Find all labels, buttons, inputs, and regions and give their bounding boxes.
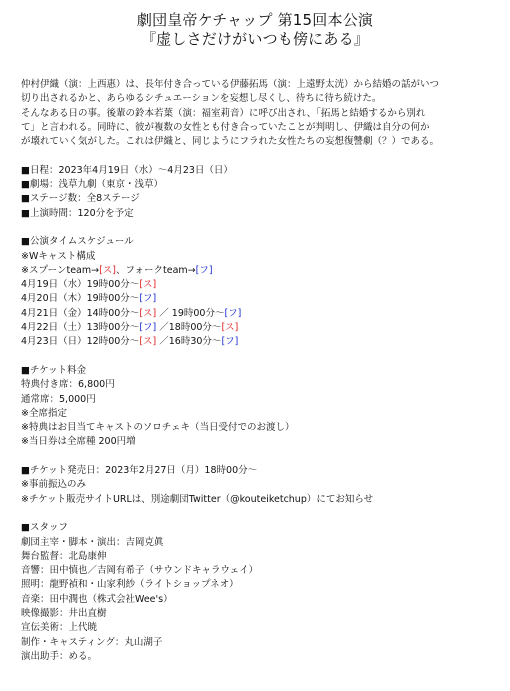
staff-item: 照明：龍野禎和・山家利紗（ライトショップネオ） — [21, 579, 239, 591]
team-legend — [21, 264, 491, 278]
synopsis-line: が壊れていく気がした。これは伊織と、同じようにフラれた女性たちの妄想復讐劇（？）である。 — [21, 136, 440, 148]
spoon-team-label: ※スプーンteam→ — [21, 264, 100, 276]
title-line-2: 『虚しさだけがいつも傍にある』 — [140, 30, 369, 48]
info-venue: ■劇場：浅草九劇（東京・浅草） — [21, 179, 163, 191]
sales-section — [21, 464, 491, 507]
sales-note: ※チケット販売サイトURLは、別途劇団Twitter（@kouteiketchup）にてお知らせ — [21, 493, 374, 505]
fork-team-mark: [フ] — [195, 264, 213, 276]
staff-section — [21, 521, 491, 664]
schedule-row — [21, 278, 491, 292]
schedule-time: ／ 19時00分～ — [156, 307, 225, 319]
team-mark: [フ] — [221, 336, 239, 348]
team-mark: [ス] — [139, 307, 157, 319]
synopsis-line: 仲村伊織（演：上西惠）は、長年付き合っている伊藤拓馬（演：上遠野太洸）から結婚の話がいつ — [21, 79, 440, 90]
synopsis — [21, 78, 491, 149]
schedule-time: 4月20日（木）19時00分～ — [21, 293, 140, 305]
performance-info — [21, 164, 491, 221]
schedule-row — [21, 321, 491, 335]
schedule-note: ※Wキャスト構成 — [21, 250, 96, 262]
team-mark: [ス] — [139, 336, 157, 348]
info-dates: ■日程：2023年4月19日（水）～4月23日（日） — [21, 164, 233, 176]
staff-item: 宣伝美術：上代暁 — [21, 622, 98, 634]
ticket-premium-price: 特典付き席：6,800円 — [21, 379, 115, 391]
team-mark: [ス] — [139, 279, 157, 291]
document-title — [0, 11, 510, 49]
ticket-note: ※当日券は全席種 200円増 — [21, 436, 136, 448]
spoon-team-mark: [ス] — [99, 264, 117, 276]
schedule-time: ／18時00分～ — [156, 322, 222, 334]
schedule-row — [21, 307, 491, 321]
schedule-section — [21, 235, 491, 349]
synopsis-line: そんなある日の事。後輩の鈴本若葉（演：福室莉音）に呼び出され、「拓馬と結婚するから別れ — [21, 107, 426, 119]
staff-item: 演出助手：める。 — [21, 650, 98, 662]
schedule-rows — [21, 278, 491, 349]
document-body — [21, 78, 491, 664]
staff-item: 音楽：田中潤也（株式会社Wee's） — [21, 593, 173, 605]
staff-item: 映像撮影：井出直樹 — [21, 607, 107, 619]
schedule-time: 4月22日（土）13時00分～ — [21, 322, 140, 334]
info-stages: ■ステージ数：全8ステージ — [21, 193, 140, 205]
ticket-regular-price: 通常席：5,000円 — [21, 393, 96, 405]
staff-item: 劇団主宰・脚本・演出：吉岡克眞 — [21, 536, 164, 548]
team-mark: [フ] — [139, 322, 157, 334]
schedule-heading: ■公演タイムスケジュール — [21, 236, 134, 248]
staff-item: 音響：田中慎也／吉岡有希子（サウンドキャラウェイ） — [21, 565, 259, 577]
schedule-time: 4月21日（金）14時00分～ — [21, 307, 140, 319]
synopsis-line: て」と言われる。同時に、彼が複数の女性とも付き合っていたことが判明し、伊織は自分の何か — [21, 121, 430, 133]
team-mark: [ス] — [221, 322, 239, 334]
team-mark: [フ] — [139, 293, 157, 305]
schedule-time: 4月23日（日）12時00分～ — [21, 336, 140, 348]
tickets-heading: ■チケット料金 — [21, 364, 87, 376]
info-runtime: ■上演時間：120分を予定 — [21, 207, 134, 219]
staff-item: 舞台監督：北島康伸 — [21, 550, 107, 562]
schedule-row — [21, 335, 491, 349]
sales-note: ※事前振込のみ — [21, 479, 86, 491]
sales-date: ■チケット発売日：2023年2月27日（月）18時00分～ — [21, 465, 258, 477]
ticket-section — [21, 364, 491, 450]
schedule-time: ／16時30分～ — [156, 336, 222, 348]
schedule-row — [21, 292, 491, 306]
fork-team-label: 、フォークteam→ — [116, 264, 196, 276]
schedule-time: 4月19日（水）19時00分～ — [21, 279, 140, 291]
staff-heading: ■スタッフ — [21, 522, 68, 534]
staff-item: 制作・キャスティング：丸山湖子 — [21, 636, 163, 648]
team-mark: [フ] — [224, 307, 242, 319]
synopsis-line: 切り出されるかと、あらゆるシチュエーションを妄想し尽くし、待ちに待ち続けた。 — [21, 93, 382, 105]
ticket-note: ※全席指定 — [21, 407, 67, 419]
title-line-1: 劇団皇帝ケチャップ 第15回本公演 — [136, 11, 374, 29]
ticket-note: ※特典はお目当てキャストのソロチェキ（当日受付でのお渡し） — [21, 422, 295, 434]
